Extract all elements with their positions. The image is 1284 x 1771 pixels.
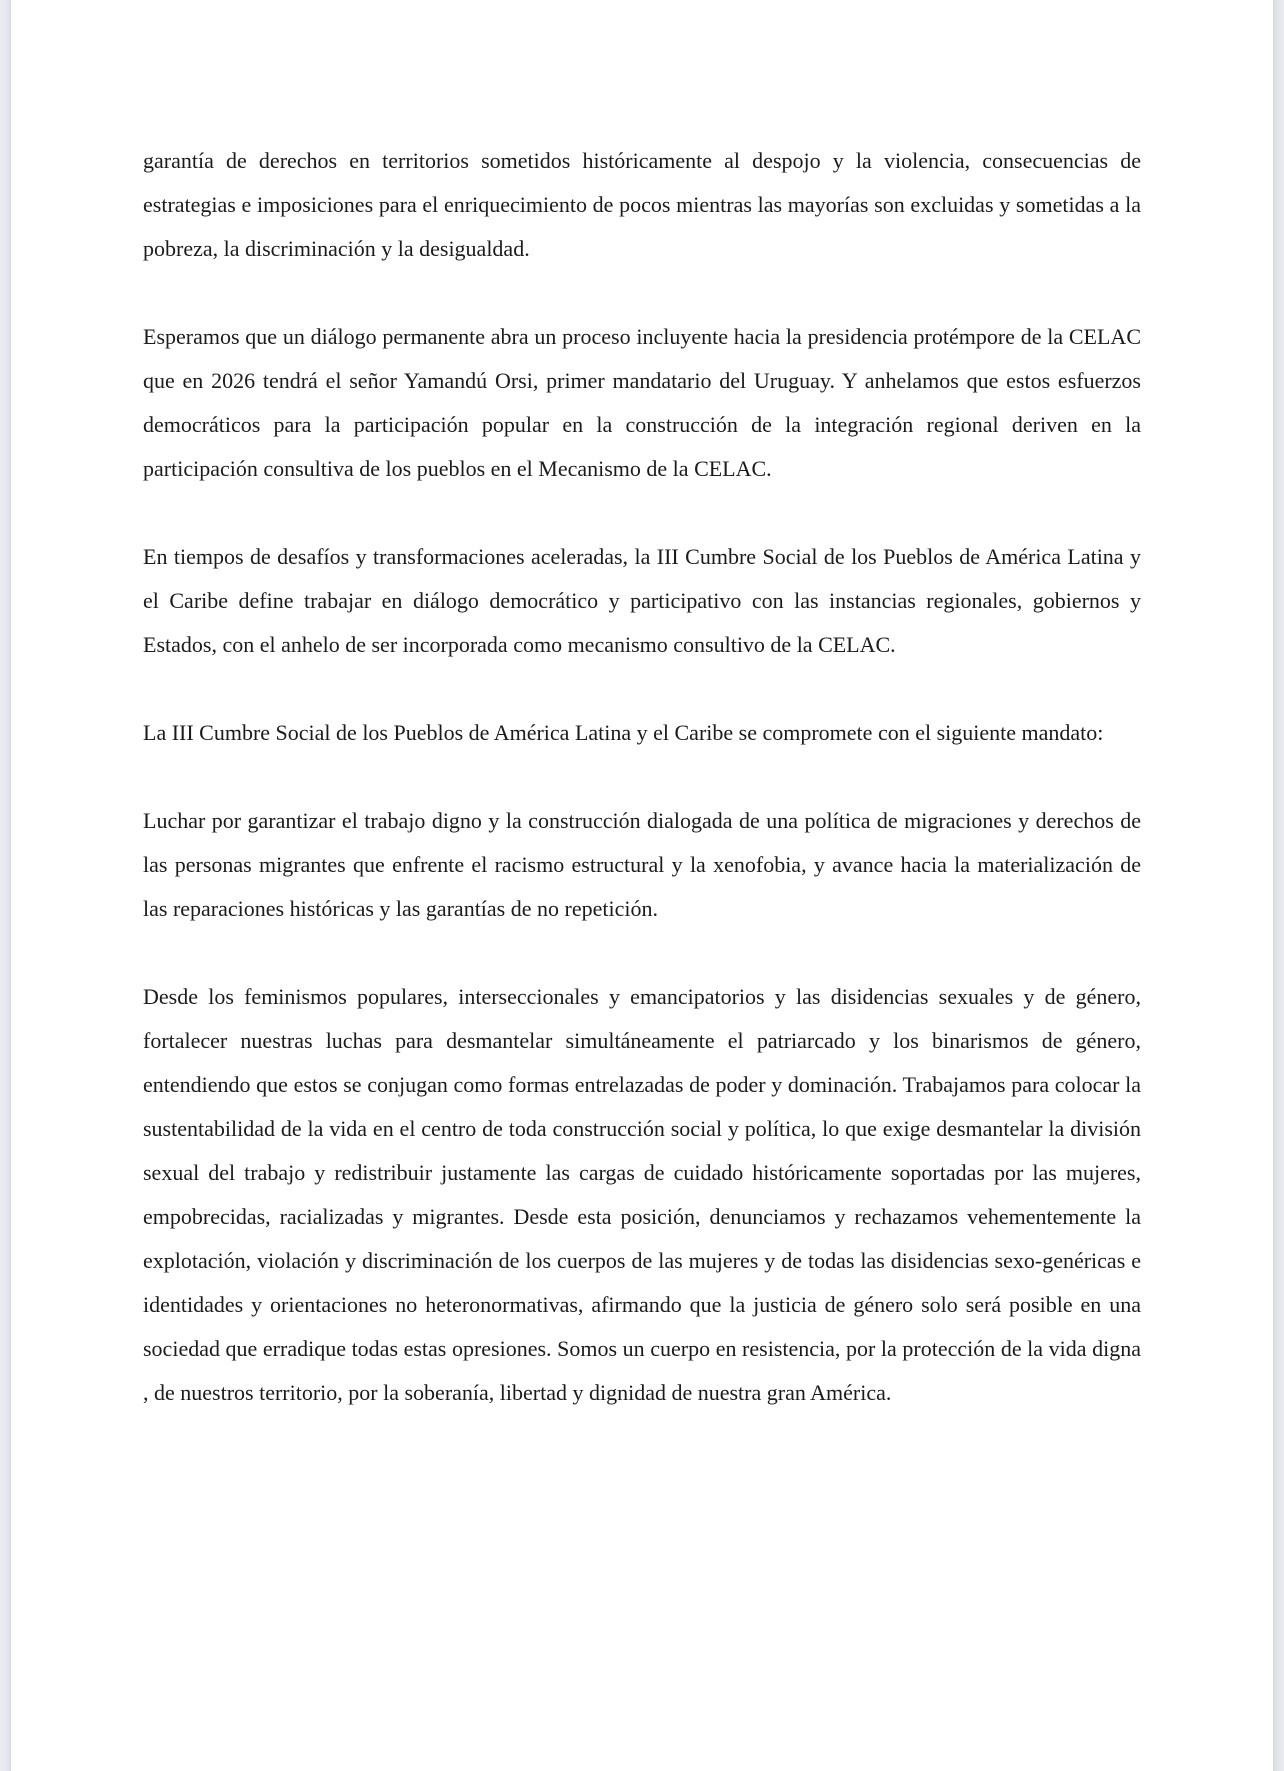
paragraph: Desde los feminismos populares, interseccionales y emancipatorios y las disidencias sexuales y de género, fortalecer nuestras luchas para desmantelar simultáneamente el patriarcado y los binarismos de género, entendiendo que estos se conjugan como formas entrelazadas de poder y dominación. Trabajamos para colocar la sustentabilidad de la vida en el centro de toda construcción social y política, lo que exige desmantelar la división sexual del trabajo y redistribuir justamente las cargas de cuidado históricamente soportadas por las mujeres, empobrecidas, racializadas y migrantes. Desde esta posición, denunciamos y rechazamos vehementemente la explotación, violación y discriminación de los cuerpos de las mujeres y de todas las disidencias sexo-genéricas e identidades y orientaciones no heteronormativas, afirmando que la justicia de género solo será posible en una sociedad que erradique todas estas opresiones. Somos un cuerpo en resistencia, por la protección de la vida digna , de nuestros territorio, por la soberanía, libertad y dignidad de nuestra gran América. bbox=[143, 984, 1141, 1405]
document-text-block bbox=[143, 139, 1141, 1415]
paragraph: En tiempos de desafíos y transformaciones aceleradas, la III Cumbre Social de los Pueblos de América Latina y el Caribe define trabajar en diálogo democrático y participativo con las instancias regionales, gobiernos y Estados, con el anhelo de ser incorporada como mecanismo consultivo de la CELAC. bbox=[143, 544, 1141, 657]
paragraph: Esperamos que un diálogo permanente abra un proceso incluyente hacia la presidencia protémpore de la CELAC que en 2026 tendrá el señor Yamandú Orsi, primer mandatario del Uruguay. Y anhelamos que estos esfuerzos democráticos para la participación popular en la construcción de la integración regional deriven en la participación consultiva de los pueblos en el Mecanismo de la CELAC. bbox=[143, 324, 1141, 481]
paragraph: La III Cumbre Social de los Pueblos de América Latina y el Caribe se compromete con el siguiente mandato: bbox=[143, 720, 1104, 745]
paragraph: garantía de derechos en territorios sometidos históricamente al despojo y la violencia, consecuencias de estrategias e imposiciones para el enriquecimiento de pocos mientras las mayorías son excluidas y sometidas a la pobreza, la discriminación y la desigualdad. bbox=[143, 148, 1141, 261]
page-right-edge-shadow bbox=[1273, 0, 1284, 1771]
paragraph: Luchar por garantizar el trabajo digno y la construcción dialogada de una política de migraciones y derechos de las personas migrantes que enfrente el racismo estructural y la xenofobia, y avance hacia la materialización de las reparaciones históricas y las garantías de no repetición. bbox=[143, 808, 1141, 921]
page-left-edge-shadow bbox=[0, 0, 11, 1771]
document-page bbox=[11, 0, 1273, 1771]
